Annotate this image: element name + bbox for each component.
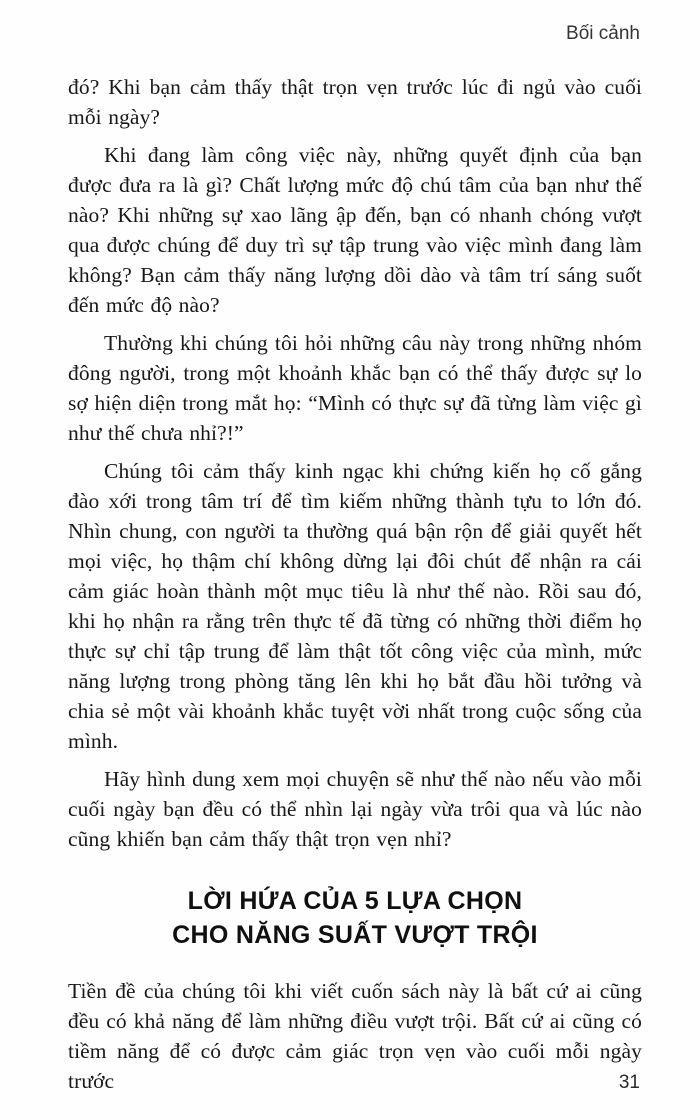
page-number: 31 <box>618 1072 640 1093</box>
paragraph: Tiền đề của chúng tôi khi viết cuốn sách này là bất cứ ai cũng đều có khả năng để làm những điều vượt trội. Bất cứ ai cũng có tiềm năng để có được cảm giác trọn vẹn vào cuối mỗi ngày trước <box>68 979 642 1093</box>
page-body <box>68 72 642 1096</box>
running-header: Bối cảnh <box>566 23 640 44</box>
paragraph: Thường khi chúng tôi hỏi những câu này trong những nhóm đông người, trong một khoảnh khắc bạn có thể thấy được sự lo sợ hiện diện trong mắt họ: “Mình có thực sự đã từng làm việc gì như thế chưa nhỉ?!” <box>68 331 642 445</box>
paragraph-continuation: đó? Khi bạn cảm thấy thật trọn vẹn trước lúc đi ngủ vào cuối mỗi ngày? <box>68 75 642 129</box>
paragraph: Khi đang làm công việc này, những quyết định của bạn được đưa ra là gì? Chất lượng mức độ chú tâm của bạn như thế nào? Khi những sự xao lãng ập đến, bạn có nhanh chóng vượt qua được chúng để duy trì sự tập trung vào việc mình đang làm không? Bạn cảm thấy năng lượng dồi dào và tâm trí sáng suốt đến mức độ nào? <box>68 143 642 317</box>
paragraph: Chúng tôi cảm thấy kinh ngạc khi chứng kiến họ cố gắng đào xới trong tâm trí để tìm kiếm những thành tựu to lớn đó. Nhìn chung, con người ta thường quá bận rộn để giải quyết hết mọi việc, họ thậm chí không dừng lại đôi chút để nhận ra cái cảm giác hoàn thành một mục tiêu là như thế nào. Rồi sau đó, khi họ nhận ra rằng trên thực tế đã từng có những thời điểm họ thực sự chỉ tập trung để làm thật tốt công việc của mình, mức năng lượng trong phòng tăng lên khi họ bắt đầu hồi tưởng và chia sẻ một vài khoảnh khắc tuyệt vời nhất trong cuộc sống của mình. <box>68 459 642 753</box>
section-heading-line2: CHO NĂNG SUẤT VƯỢT TRỘI <box>172 921 538 949</box>
section-heading <box>68 884 642 952</box>
paragraph: Hãy hình dung xem mọi chuyện sẽ như thế nào nếu vào mỗi cuối ngày bạn đều có thể nhìn lại ngày vừa trôi qua và lúc nào cũng khiến bạn cảm thấy thật trọn vẹn nhỉ? <box>68 767 642 851</box>
section-heading-line1: LỜI HỨA CỦA 5 LỰA CHỌN <box>187 887 523 915</box>
